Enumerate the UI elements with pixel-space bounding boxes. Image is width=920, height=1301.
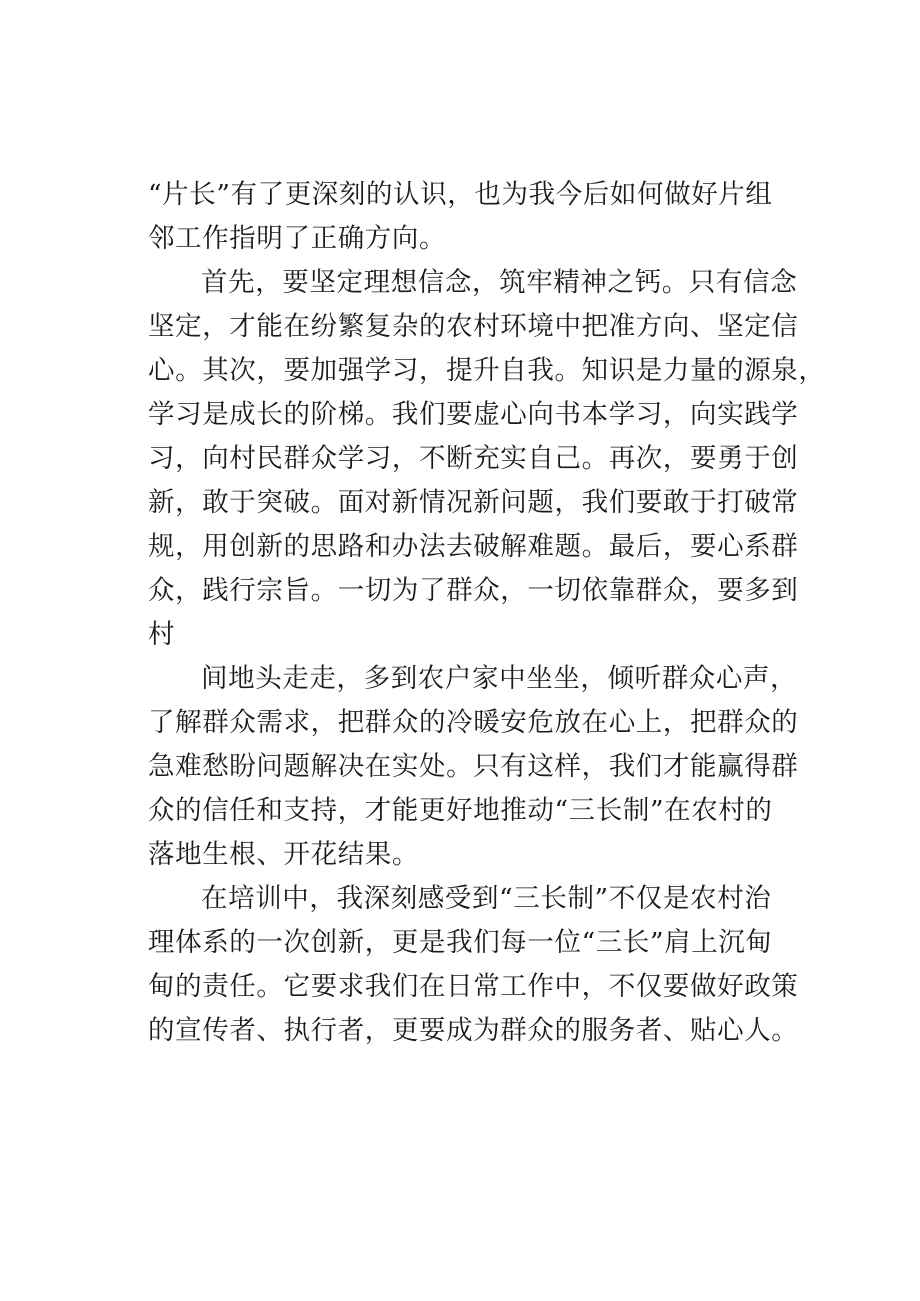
text-line: 了解群众需求，把群众的冷暖安危放在心上，把群众的 — [148, 707, 799, 738]
text-line: 村 — [148, 619, 176, 650]
text-line: 众的信任和支持，才能更好地推动“三长制”在农村的 — [148, 795, 773, 826]
text-line: 习，向村民群众学习，不断充实自己。再次，要勇于创 — [148, 443, 799, 474]
text-line: 急难愁盼问题解决在实处。只有这样，我们才能赢得群 — [148, 751, 799, 782]
paragraph — [148, 261, 826, 657]
text-line: 甸的责任。它要求我们在日常工作中，不仅要做好政策 — [148, 971, 799, 1002]
paragraph — [148, 657, 799, 877]
text-line: 学习是成长的阶梯。我们要虚心向书本学习，向实践学 — [148, 399, 799, 430]
paragraph — [148, 173, 788, 261]
paragraph — [148, 877, 799, 1053]
text-line: 间地头走走，多到农户家中坐坐，倾听群众心声， — [201, 663, 798, 694]
text-line: 新，敢于突破。面对新情况新问题，我们要敢于打破常 — [148, 487, 799, 518]
text-line: 众，践行宗旨。一切为了群众，一切依靠群众，要多到 — [148, 575, 799, 606]
text-line: 首先，要坚定理想信念，筑牢精神之钙。只有信念 — [201, 267, 798, 298]
text-line: 坚定，才能在纷繁复杂的农村环境中把准方向、坚定信 — [148, 311, 799, 342]
text-line: 理体系的一次创新，更是我们每一位“三长”肩上沉甸 — [148, 927, 773, 958]
text-line: 落地生根、开花结果。 — [148, 839, 419, 870]
text-line: 心。其次，要加强学习，提升自我。知识是力量的源泉， — [148, 355, 826, 386]
text-line: 在培训中，我深刻感受到“三长制”不仅是农村治 — [201, 883, 772, 914]
document-body — [148, 173, 826, 1053]
text-line: 规，用创新的思路和办法去破解难题。最后，要心系群 — [148, 531, 799, 562]
text-line: “片长”有了更深刻的认识，也为我今后如何做好片组 — [148, 179, 773, 210]
text-line: 的宣传者、执行者，更要成为群众的服务者、贴心人。 — [148, 1015, 799, 1046]
text-line: 邻工作指明了正确方向。 — [148, 223, 447, 254]
